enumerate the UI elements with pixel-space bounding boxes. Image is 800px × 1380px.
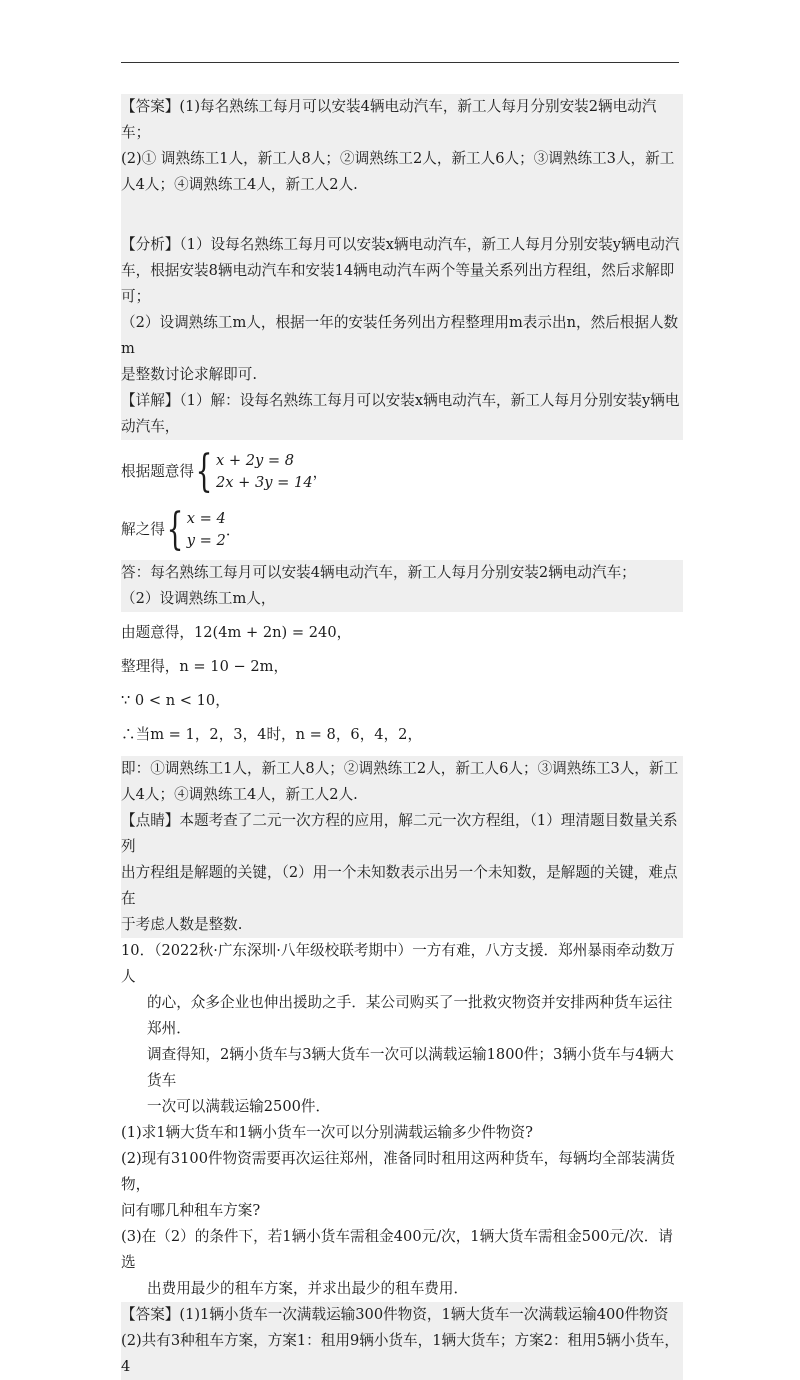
- question-10: [121, 938, 683, 1302]
- comment-line: 出方程组是解题的关键，（2）用一个未知数表示出另一个未知数，是解题的关键，难点在: [121, 864, 678, 907]
- answer-line: (2)共有3种租车方案，方案1：租用9辆小货车，1辆大货车；方案2：租用5辆小货车，4: [121, 1332, 679, 1375]
- subquestion-3: 出费用最少的租车方案，并求出最少的租车费用．: [147, 1280, 469, 1297]
- answer-line: (2)① 调熟练工1人，新工人8人；②调熟练工2人，新工人6人；③调熟练工3人，新工: [121, 150, 675, 167]
- comment-line: 【点睛】本题考查了二元一次方程的应用，解二元一次方程组，（1）理清题目数量关系列: [121, 812, 678, 855]
- question-line: 10．（2022秋·广东深圳·八年级校联考期中）一方有难，八方支援．郑州暴雨牵动数万人: [121, 942, 675, 985]
- equation-line: 整理得，n = 10 − 2m，: [121, 658, 289, 675]
- comment-line: 于考虑人数是整数.: [121, 916, 243, 933]
- answer-line: 【答案】(1)每名熟练工每月可以安装4辆电动汽车，新工人每月分别安装2辆电动汽车；: [121, 98, 657, 141]
- equation-line: ∴当m = 1，2，3，4时，n = 8，6，4，2，: [121, 726, 423, 743]
- analysis-line: 是整数讨论求解即可.: [121, 366, 257, 383]
- left-brace-icon: {: [166, 504, 184, 555]
- left-brace-icon: {: [195, 446, 213, 497]
- subquestion-2: (2)现有3100件物资需要再次运往郑州，准备同时租用这两种货车，每辆均全部装满货物，: [121, 1150, 676, 1193]
- analysis-block: [121, 224, 683, 388]
- equation-system: 根据题意得 { x + 2y = 8 2x + 3y = 14 ，: [121, 446, 328, 497]
- analysis-line: （2）设调熟练工m人，根据一年的安装任务列出方程整理用m表示出n，然后根据人数m: [121, 314, 679, 357]
- subquestion-3: (3)在（2）的条件下，若1辆小货车需租金400元/次，1辆大货车需租金500元/次．请选: [121, 1228, 673, 1271]
- detail-line: 答：每名熟练工每月可以安装4辆电动汽车，新工人每月分别安装2辆电动汽车；: [121, 560, 683, 586]
- equation: x = 4: [186, 510, 226, 527]
- detail-line: （2）设调熟练工m人，: [121, 586, 683, 612]
- equation: x + 2y = 8: [215, 452, 295, 469]
- detail-line: 【详解】（1）解：设每名熟练工每月可以安装x辆电动汽车，新工人每月分别安装y辆电: [121, 388, 683, 414]
- page-content: [121, 94, 683, 1380]
- system-label: 根据题意得: [121, 463, 194, 480]
- subquestion-2: 问有哪几种租车方案?: [121, 1202, 261, 1219]
- comment-block: [121, 808, 683, 938]
- detail-line: 动汽车，: [121, 414, 683, 440]
- question-line: 一次可以满载运输2500件．: [147, 1098, 331, 1115]
- header-rule: [121, 62, 679, 63]
- equation: 2x + 3y = 14: [215, 474, 313, 491]
- detail-line: 人4人；④调熟练工4人，新工人2人.: [121, 782, 683, 808]
- subquestion-1: (1)求1辆大货车和1辆小货车一次可以分别满载运输多少件物资?: [121, 1124, 533, 1141]
- answer-10-block: [121, 1302, 683, 1380]
- analysis-line: 【分析】（1）设每名熟练工每月可以安装x辆电动汽车，新工人每月分别安装y辆电动汽: [121, 236, 680, 253]
- system-label: 解之得: [121, 521, 165, 538]
- equation: y = 2: [186, 532, 226, 549]
- equation-line: 由题意得，12(4m + 2n) = 240，: [121, 624, 352, 641]
- question-line: 的心，众多企业也伸出援助之手．某公司购买了一批救灾物资并安排两种货车运往郑州．: [147, 994, 673, 1037]
- detail-block: [121, 388, 683, 808]
- answer-line: 【答案】(1)1辆小货车一次满载运输300件物资，1辆大货车一次满载运输400件物资: [121, 1306, 669, 1323]
- analysis-line: 车，根据安装8辆电动汽车和安装14辆电动汽车两个等量关系列出方程组，然后求解即可；: [121, 262, 675, 305]
- detail-line: 即：①调熟练工1人，新工人8人；②调熟练工2人，新工人6人；③调熟练工3人，新工: [121, 756, 683, 782]
- previous-answer-block: [121, 94, 683, 224]
- answer-line: 人4人；④调熟练工4人，新工人2人.: [121, 176, 358, 193]
- question-line: 调查得知，2辆小货车与3辆大货车一次可以满载运输1800件；3辆小货车与4辆大货车: [147, 1046, 674, 1089]
- solution-system: 解之得 { x = 4 y = 2 ．: [121, 504, 241, 555]
- equation-line: ∵ 0 < n < 10，: [121, 692, 230, 709]
